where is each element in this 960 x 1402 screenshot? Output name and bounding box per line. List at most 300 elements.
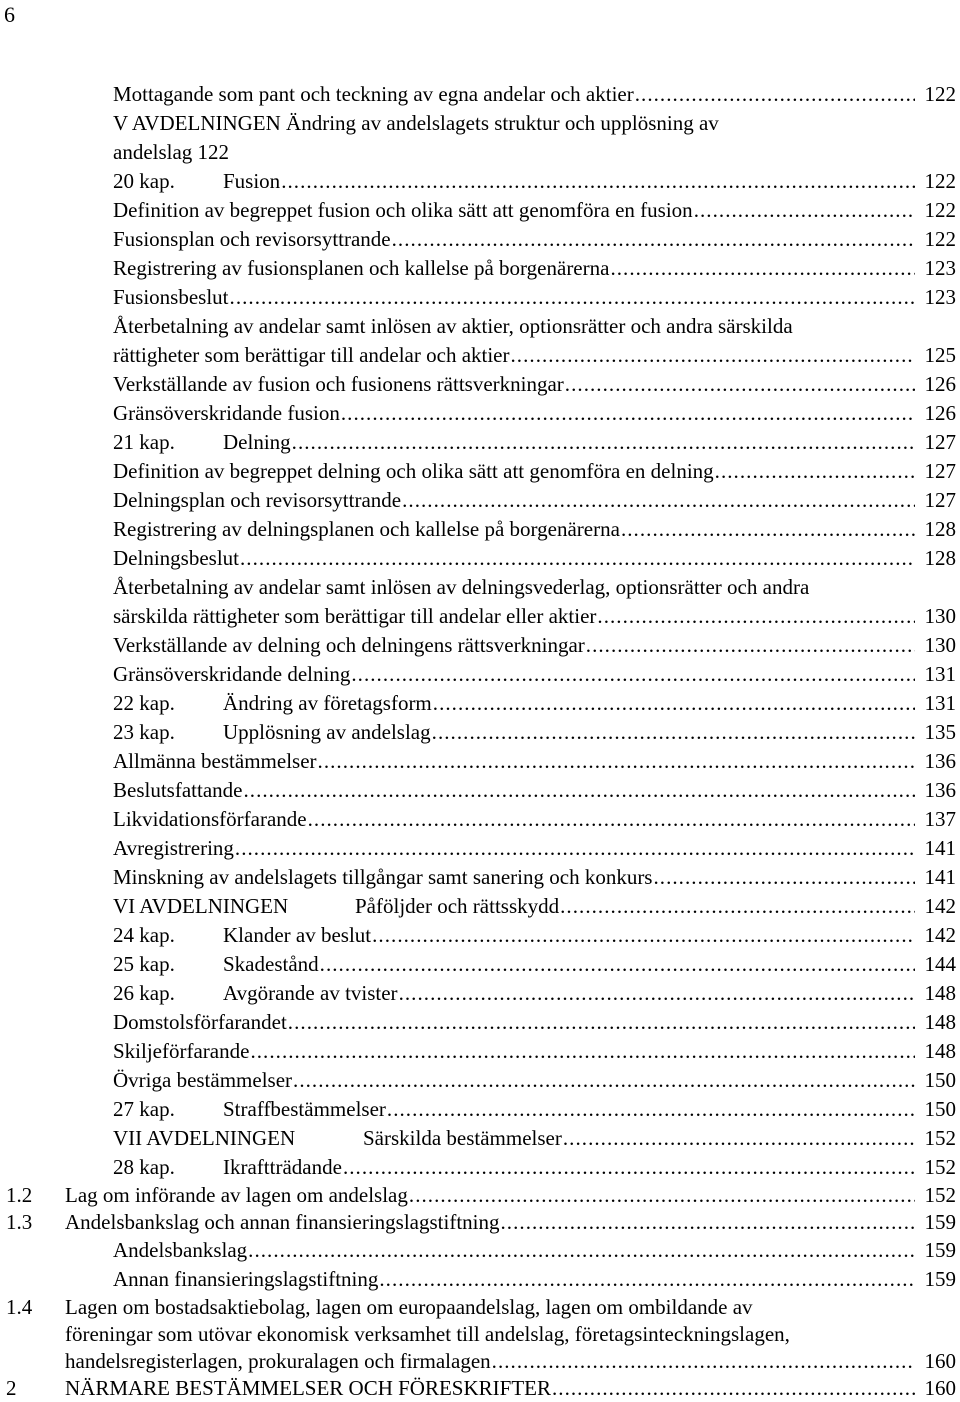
dot-leader bbox=[621, 515, 915, 544]
section-number: 1.3 bbox=[6, 1210, 33, 1234]
entry-last-line bbox=[113, 341, 956, 370]
dot-leader bbox=[351, 660, 915, 689]
entry-title bbox=[113, 718, 431, 747]
entry-title bbox=[113, 486, 401, 515]
toc-entry[interactable] bbox=[0, 1182, 956, 1209]
entry-body bbox=[0, 428, 956, 457]
entry-title bbox=[113, 1037, 249, 1066]
toc-entry[interactable] bbox=[0, 399, 956, 428]
entry-title bbox=[113, 196, 693, 225]
chapter-label: 27 kap. bbox=[113, 1097, 175, 1121]
entry-title bbox=[113, 950, 319, 979]
entry-title-text: Annan finansieringslagstiftning bbox=[113, 1267, 379, 1291]
entry-title-text: Avgörande av tvister bbox=[223, 981, 398, 1005]
page-ref: 130 bbox=[924, 633, 956, 657]
entry-title-text: Verkställande av fusion och fusionens rättsverkningar bbox=[113, 372, 564, 396]
toc-entry[interactable] bbox=[0, 428, 956, 457]
toc-entry[interactable] bbox=[0, 1209, 956, 1236]
entry-title bbox=[113, 225, 391, 254]
chapter-label: 22 kap. bbox=[113, 691, 175, 715]
entry-title-text: Beslutsfattande bbox=[113, 778, 243, 802]
entry-body bbox=[0, 109, 956, 167]
chapter-label: 25 kap. bbox=[113, 952, 175, 976]
page-ref: 126 bbox=[924, 372, 956, 396]
entry-title bbox=[113, 80, 634, 109]
entry-text-line: V AVDELNINGEN Ändring av andelslagets struktur och upplösning av bbox=[113, 111, 719, 135]
entry-title-text: Andelsbankslag bbox=[113, 1238, 248, 1262]
dot-leader bbox=[318, 747, 915, 776]
toc-entry[interactable] bbox=[0, 747, 956, 776]
entry-last-line bbox=[113, 921, 956, 950]
entry-last-line bbox=[65, 1375, 956, 1402]
entry-title-text: Avregistrering bbox=[113, 836, 234, 860]
entry-body bbox=[0, 631, 956, 660]
entry-last-line bbox=[113, 457, 956, 486]
entry-title-text: andelslag 122 bbox=[113, 140, 230, 164]
entry-last-line bbox=[65, 1209, 956, 1236]
dot-leader bbox=[597, 602, 915, 631]
entry-body bbox=[0, 660, 956, 689]
toc-entry[interactable] bbox=[0, 80, 956, 109]
dot-leader bbox=[343, 1153, 915, 1182]
chapter-label: 26 kap. bbox=[113, 981, 175, 1005]
entry-title-text: Fusionsplan och revisorsyttrande bbox=[113, 227, 391, 251]
entry-body bbox=[0, 486, 956, 515]
entry-body bbox=[0, 1124, 956, 1153]
dot-leader bbox=[341, 399, 915, 428]
dot-leader bbox=[392, 225, 915, 254]
entry-last-line bbox=[65, 1348, 956, 1375]
dot-leader bbox=[492, 1348, 915, 1375]
dot-leader bbox=[243, 776, 915, 805]
entry-last-line bbox=[113, 428, 956, 457]
toc-entry[interactable] bbox=[0, 834, 956, 863]
entry-body bbox=[0, 573, 956, 631]
page-ref: 148 bbox=[924, 1039, 956, 1063]
entry-title bbox=[113, 1236, 247, 1265]
entry-last-line bbox=[113, 1265, 956, 1294]
entry-title-text: Delning bbox=[223, 430, 291, 454]
entry-last-line bbox=[113, 747, 956, 776]
entry-title-text: Likvidationsförfarande bbox=[113, 807, 307, 831]
entry-title-text: Definition av begreppet fusion och olika sätt att genomföra en fusion bbox=[113, 198, 693, 222]
entry-last-line bbox=[113, 863, 956, 892]
entry-last-line bbox=[113, 80, 956, 109]
chapter-label: 28 kap. bbox=[113, 1155, 175, 1179]
entry-title-text: Upplösning av andelslag bbox=[223, 720, 431, 744]
dot-leader bbox=[433, 689, 915, 718]
entry-title-text: Påföljder och rättsskydd bbox=[355, 894, 560, 918]
page-ref: 141 bbox=[924, 865, 956, 889]
entry-body bbox=[0, 312, 956, 370]
entry-body bbox=[0, 1182, 956, 1209]
page-ref: 150 bbox=[924, 1068, 956, 1092]
entry-title bbox=[113, 979, 398, 1008]
entry-title-text: Fusionsbeslut bbox=[113, 285, 229, 309]
entry-body bbox=[0, 1066, 956, 1095]
page-number: 6 bbox=[4, 2, 15, 27]
entry-last-line bbox=[113, 979, 956, 1008]
entry-body bbox=[0, 1209, 956, 1236]
page-ref: 131 bbox=[924, 662, 956, 686]
page-ref: 148 bbox=[924, 1010, 956, 1034]
entry-title-text: Gränsöverskridande delning bbox=[113, 662, 351, 686]
entry-title bbox=[113, 892, 559, 921]
entry-title-text: Definition av begreppet delning och olika sätt att genomföra en delning bbox=[113, 459, 714, 483]
entry-title-text: Straffbestämmelser bbox=[223, 1097, 386, 1121]
entry-title bbox=[113, 631, 585, 660]
toc-entry[interactable] bbox=[0, 631, 956, 660]
entry-title bbox=[113, 776, 242, 805]
entry-title-text: rättigheter som berättigar till andelar och aktier bbox=[113, 343, 510, 367]
entry-last-line bbox=[113, 167, 956, 196]
dot-leader bbox=[715, 457, 915, 486]
entry-title bbox=[113, 1124, 562, 1153]
toc-entry[interactable] bbox=[0, 1095, 956, 1124]
dot-leader bbox=[293, 1066, 915, 1095]
entry-body bbox=[0, 1236, 956, 1265]
entry-title bbox=[113, 544, 239, 573]
entry-last-line bbox=[113, 834, 956, 863]
entry-title bbox=[113, 1008, 287, 1037]
dot-leader bbox=[387, 1095, 915, 1124]
entry-title bbox=[65, 1209, 500, 1236]
page-ref: 159 bbox=[924, 1210, 956, 1234]
entry-title bbox=[113, 1066, 292, 1095]
page-ref: 159 bbox=[924, 1267, 956, 1291]
entry-title bbox=[113, 341, 510, 370]
entry-last-line bbox=[113, 631, 956, 660]
entry-body bbox=[0, 805, 956, 834]
dot-leader bbox=[560, 892, 915, 921]
dot-leader bbox=[235, 834, 915, 863]
entry-title bbox=[113, 1095, 386, 1124]
toc-entry[interactable] bbox=[0, 950, 956, 979]
dot-leader bbox=[281, 167, 915, 196]
page-ref: 141 bbox=[924, 836, 956, 860]
toc-entry[interactable] bbox=[0, 718, 956, 747]
entry-body bbox=[0, 979, 956, 1008]
entry-body bbox=[0, 167, 956, 196]
page-ref: 152 bbox=[924, 1155, 956, 1179]
entry-body bbox=[0, 1095, 956, 1124]
page-ref: 130 bbox=[924, 604, 956, 628]
toc-entry[interactable] bbox=[0, 892, 956, 921]
entry-body bbox=[0, 776, 956, 805]
dot-leader bbox=[320, 950, 915, 979]
section-number: 2 bbox=[6, 1376, 17, 1400]
dot-leader bbox=[610, 254, 915, 283]
entry-title-text: Skiljeförfarande bbox=[113, 1039, 250, 1063]
division-label: VI AVDELNINGEN bbox=[113, 894, 289, 918]
entry-title-text: Mottagande som pant och teckning av egna andelar och aktier bbox=[113, 82, 634, 106]
entry-last-line bbox=[113, 660, 956, 689]
entry-body bbox=[0, 515, 956, 544]
entry-title bbox=[113, 370, 564, 399]
entry-title-text: Minskning av andelslagets tillgångar samt sanering och konkurs bbox=[113, 865, 653, 889]
page-ref: 148 bbox=[924, 981, 956, 1005]
dot-leader bbox=[565, 370, 915, 399]
dot-leader bbox=[511, 341, 916, 370]
entry-text-line: Lagen om bostadsaktiebolag, lagen om europaandelslag, lagen om ombildande av bbox=[65, 1295, 753, 1319]
page-ref: 152 bbox=[924, 1183, 956, 1207]
entry-body bbox=[0, 283, 956, 312]
entry-last-line bbox=[113, 399, 956, 428]
dot-leader bbox=[653, 863, 915, 892]
entry-last-line bbox=[113, 718, 956, 747]
entry-title-text: Gränsöverskridande fusion bbox=[113, 401, 340, 425]
entry-body bbox=[0, 196, 956, 225]
toc-entry[interactable] bbox=[0, 515, 956, 544]
table-of-contents bbox=[0, 80, 956, 1402]
toc-entry[interactable] bbox=[0, 979, 956, 1008]
dot-leader bbox=[240, 544, 915, 573]
division-label: VII AVDELNINGEN bbox=[113, 1126, 296, 1150]
entry-title-text: Lag om införande av lagen om andelslag bbox=[65, 1183, 408, 1207]
entry-body bbox=[0, 370, 956, 399]
section-number: 1.4 bbox=[6, 1295, 33, 1319]
toc-entry[interactable] bbox=[0, 486, 956, 515]
entry-title bbox=[113, 457, 714, 486]
toc-entry[interactable] bbox=[0, 109, 956, 167]
toc-entry[interactable] bbox=[0, 544, 956, 573]
entry-last-line bbox=[113, 1095, 956, 1124]
entry-title bbox=[113, 283, 229, 312]
entry-body bbox=[0, 225, 956, 254]
entry-last-line bbox=[113, 486, 956, 515]
page-ref: 160 bbox=[924, 1376, 956, 1400]
entry-title bbox=[65, 1375, 551, 1402]
entry-text-line: Återbetalning av andelar samt inlösen av aktier, optionsrätter och andra särskilda bbox=[113, 314, 793, 338]
dot-leader bbox=[432, 718, 915, 747]
entry-title-text: särskilda rättigheter som berättigar till andelar eller aktier bbox=[113, 604, 597, 628]
entry-title bbox=[113, 660, 350, 689]
dot-leader bbox=[563, 1124, 915, 1153]
toc-entry[interactable] bbox=[0, 196, 956, 225]
entry-title-text: Delningsbeslut bbox=[113, 546, 239, 570]
page-ref: 159 bbox=[924, 1238, 956, 1262]
dot-leader bbox=[230, 283, 915, 312]
toc-entry[interactable] bbox=[0, 457, 956, 486]
entry-body bbox=[0, 544, 956, 573]
page-ref: 122 bbox=[924, 169, 956, 193]
toc-entry[interactable] bbox=[0, 921, 956, 950]
entry-title-text: NÄRMARE BESTÄMMELSER OCH FÖRESKRIFTER bbox=[65, 1376, 551, 1400]
toc-entry[interactable] bbox=[0, 1066, 956, 1095]
entry-last-line bbox=[113, 515, 956, 544]
entry-title bbox=[113, 921, 371, 950]
dot-leader bbox=[694, 196, 915, 225]
entry-last-line bbox=[113, 689, 956, 718]
entry-title-text: Fusion bbox=[223, 169, 281, 193]
entry-last-line bbox=[113, 950, 956, 979]
dot-leader bbox=[586, 631, 915, 660]
toc-entry[interactable] bbox=[0, 1236, 956, 1265]
entry-last-line bbox=[113, 1008, 956, 1037]
entry-title bbox=[113, 167, 280, 196]
entry-last-line bbox=[113, 805, 956, 834]
toc-entry[interactable] bbox=[0, 167, 956, 196]
page-ref: 136 bbox=[924, 749, 956, 773]
dot-leader bbox=[372, 921, 915, 950]
page-ref: 136 bbox=[924, 778, 956, 802]
entry-last-line bbox=[113, 1236, 956, 1265]
entry-body bbox=[0, 80, 956, 109]
entry-body bbox=[0, 747, 956, 776]
entry-title-text: Skadestånd bbox=[223, 952, 319, 976]
page-ref: 123 bbox=[924, 256, 956, 280]
entry-title-text: Verkställande av delning och delningens rättsverkningar bbox=[113, 633, 585, 657]
entry-title bbox=[113, 1153, 342, 1182]
entry-body bbox=[0, 950, 956, 979]
chapter-label: 23 kap. bbox=[113, 720, 175, 744]
entry-title bbox=[113, 1265, 378, 1294]
dot-leader bbox=[635, 80, 915, 109]
toc-entry[interactable] bbox=[0, 805, 956, 834]
entry-title bbox=[113, 515, 620, 544]
entry-body bbox=[0, 863, 956, 892]
entry-title bbox=[113, 689, 432, 718]
entry-title bbox=[113, 602, 596, 631]
entry-last-line bbox=[113, 370, 956, 399]
entry-last-line bbox=[113, 776, 956, 805]
dot-leader bbox=[399, 979, 915, 1008]
entry-last-line bbox=[113, 892, 956, 921]
entry-body bbox=[0, 1037, 956, 1066]
entry-last-line bbox=[113, 1066, 956, 1095]
entry-title-text: Andelsbankslag och annan finansieringslagstiftning bbox=[65, 1210, 500, 1234]
entry-title-text: Ändring av företagsform bbox=[223, 691, 432, 715]
entry-title-text: Registrering av fusionsplanen och kallelse på borgenärerna bbox=[113, 256, 610, 280]
page-ref: 127 bbox=[924, 488, 956, 512]
toc-entry[interactable] bbox=[0, 254, 956, 283]
entry-body bbox=[0, 457, 956, 486]
page-ref: 123 bbox=[924, 285, 956, 309]
toc-entry[interactable] bbox=[0, 370, 956, 399]
toc-entry[interactable] bbox=[0, 1124, 956, 1153]
entry-title-text: Klander av beslut bbox=[223, 923, 372, 947]
entry-body bbox=[0, 254, 956, 283]
toc-entry[interactable] bbox=[0, 283, 956, 312]
toc-entry[interactable] bbox=[0, 660, 956, 689]
page-ref: 122 bbox=[924, 227, 956, 251]
entry-title bbox=[65, 1348, 491, 1375]
entry-last-line bbox=[113, 1153, 956, 1182]
chapter-label: 24 kap. bbox=[113, 923, 175, 947]
entry-title-text: handelsregisterlagen, prokuralagen och firmalagen bbox=[65, 1349, 491, 1373]
entry-title-text: Domstolsförfarandet bbox=[113, 1010, 287, 1034]
entry-body bbox=[0, 1153, 956, 1182]
toc-entry[interactable] bbox=[0, 1153, 956, 1182]
entry-title-text: Särskilda bestämmelser bbox=[363, 1126, 562, 1150]
entry-title-text: Delningsplan och revisorsyttrande bbox=[113, 488, 402, 512]
entry-last-line bbox=[113, 225, 956, 254]
dot-leader bbox=[292, 428, 915, 457]
entry-text-line: föreningar som utövar ekonomisk verksamhet till andelslag, företagsinteckningslagen, bbox=[65, 1322, 790, 1346]
entry-last-line bbox=[113, 283, 956, 312]
toc-entry[interactable] bbox=[0, 689, 956, 718]
page-ref: 131 bbox=[924, 691, 956, 715]
entry-last-line bbox=[113, 1037, 956, 1066]
entry-title bbox=[113, 805, 307, 834]
toc-entry[interactable] bbox=[0, 1037, 956, 1066]
page-ref: 135 bbox=[924, 720, 956, 744]
page-ref: 150 bbox=[924, 1097, 956, 1121]
toc-entry[interactable] bbox=[0, 1375, 956, 1402]
toc-entry[interactable] bbox=[0, 573, 956, 631]
entry-title bbox=[65, 1182, 408, 1209]
toc-entry[interactable] bbox=[0, 863, 956, 892]
entry-body bbox=[0, 892, 956, 921]
page-ref: 128 bbox=[924, 546, 956, 570]
entry-title-text: Övriga bestämmelser bbox=[113, 1068, 293, 1092]
toc-entry[interactable] bbox=[0, 776, 956, 805]
page-ref: 152 bbox=[924, 1126, 956, 1150]
toc-entry[interactable] bbox=[0, 1008, 956, 1037]
page-ref: 127 bbox=[924, 430, 956, 454]
entry-last-line bbox=[113, 1124, 956, 1153]
entry-title bbox=[113, 138, 229, 167]
dot-leader bbox=[402, 486, 915, 515]
entry-title bbox=[113, 399, 340, 428]
entry-body bbox=[0, 1008, 956, 1037]
toc-entry[interactable] bbox=[0, 312, 956, 370]
page-ref: 128 bbox=[924, 517, 956, 541]
dot-leader bbox=[308, 805, 915, 834]
dot-leader bbox=[379, 1265, 915, 1294]
dot-leader bbox=[250, 1037, 915, 1066]
entry-title-text: Registrering av delningsplanen och kallelse på borgenärerna bbox=[113, 517, 620, 541]
entry-body bbox=[0, 1294, 956, 1375]
toc-entry[interactable] bbox=[0, 1265, 956, 1294]
page-ref: 126 bbox=[924, 401, 956, 425]
page-ref: 122 bbox=[924, 198, 956, 222]
entry-body bbox=[0, 689, 956, 718]
entry-last-line bbox=[113, 602, 956, 631]
entry-last-line bbox=[113, 138, 956, 167]
entry-title bbox=[113, 254, 609, 283]
entry-last-line bbox=[65, 1182, 956, 1209]
toc-entry[interactable] bbox=[0, 1294, 956, 1375]
entry-body bbox=[0, 1375, 956, 1402]
entry-last-line bbox=[113, 254, 956, 283]
entry-title-text: Allmänna bestämmelser bbox=[113, 749, 317, 773]
entry-last-line bbox=[113, 196, 956, 225]
entry-body bbox=[0, 921, 956, 950]
page-ref: 142 bbox=[924, 923, 956, 947]
entry-title bbox=[113, 428, 291, 457]
entry-last-line bbox=[113, 544, 956, 573]
entry-body bbox=[0, 399, 956, 428]
entry-title bbox=[113, 834, 234, 863]
entry-body bbox=[0, 834, 956, 863]
page-ref: 160 bbox=[924, 1349, 956, 1373]
dot-leader bbox=[409, 1182, 915, 1209]
section-number: 1.2 bbox=[6, 1183, 33, 1207]
dot-leader bbox=[552, 1375, 915, 1402]
page-ref: 127 bbox=[924, 459, 956, 483]
entry-text-line: Återbetalning av andelar samt inlösen av delningsvederlag, optionsrätter och andra bbox=[113, 575, 810, 599]
dot-leader bbox=[501, 1209, 916, 1236]
page-ref: 122 bbox=[924, 82, 956, 106]
page-ref: 125 bbox=[924, 343, 956, 367]
entry-body bbox=[0, 1265, 956, 1294]
chapter-label: 20 kap. bbox=[113, 169, 175, 193]
page-ref: 144 bbox=[924, 952, 956, 976]
dot-leader bbox=[288, 1008, 915, 1037]
entry-title-text: Ikraftträdande bbox=[223, 1155, 342, 1179]
toc-entry[interactable] bbox=[0, 225, 956, 254]
